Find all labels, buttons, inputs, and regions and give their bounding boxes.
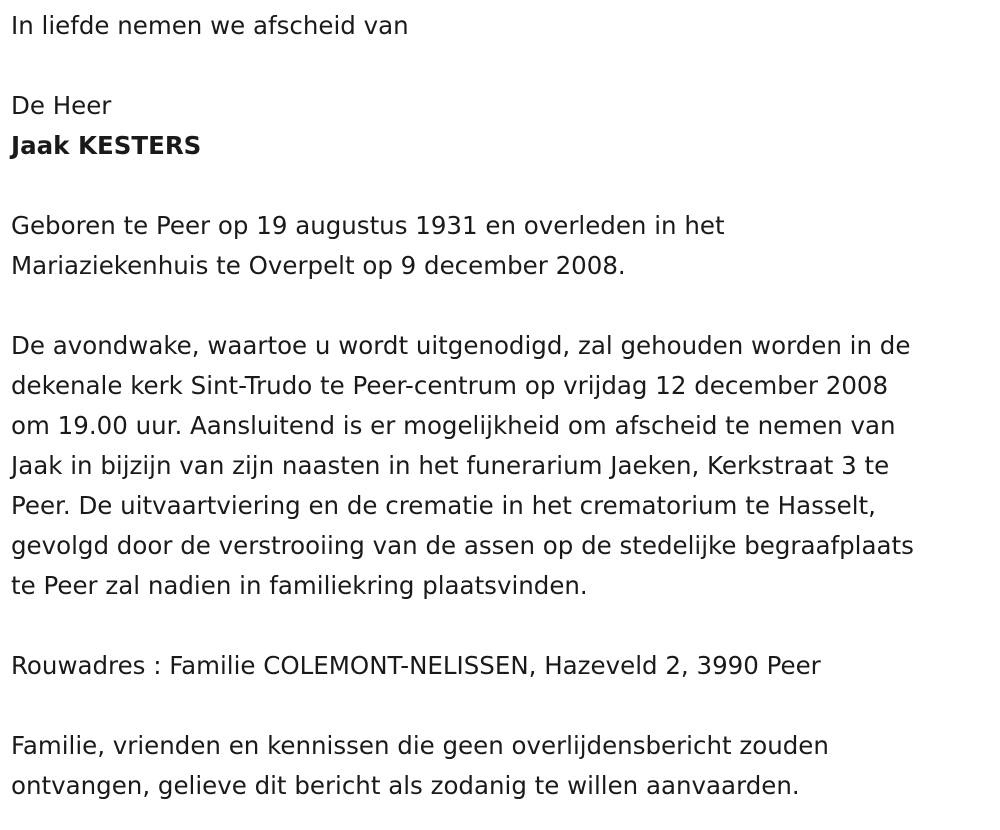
spacer xyxy=(11,166,996,206)
closing-paragraph xyxy=(11,726,996,806)
paragraph-line: Peer. De uitvaartviering en de crematie in het crematorium te Hasselt, xyxy=(11,491,876,520)
paragraph-line: om 19.00 uur. Aansluitend is er mogelijkheid om afscheid te nemen van xyxy=(11,411,896,440)
ceremony-paragraph xyxy=(11,326,996,606)
paragraph-line: ontvangen, gelieve dit bericht als zodanig te willen aanvaarden. xyxy=(11,771,800,800)
paragraph-line: Mariaziekenhuis te Overpelt op 9 december 2008. xyxy=(11,251,626,280)
intro-line: In liefde nemen we afscheid van xyxy=(11,11,409,40)
salutation: De Heer xyxy=(11,91,112,120)
paragraph-line: Familie, vrienden en kennissen die geen overlijdensbericht zouden xyxy=(11,731,829,760)
spacer xyxy=(11,46,996,86)
spacer xyxy=(11,606,996,646)
deceased-name: Jaak KESTERS xyxy=(11,131,202,160)
paragraph-line: te Peer zal nadien in familiekring plaatsvinden. xyxy=(11,571,588,600)
paragraph-line: De avondwake, waartoe u wordt uitgenodigd, zal gehouden worden in de xyxy=(11,331,911,360)
paragraph-line: Geboren te Peer op 19 augustus 1931 en overleden in het xyxy=(11,211,725,240)
death-notice xyxy=(11,6,996,806)
paragraph-line: dekenale kerk Sint-Trudo te Peer-centrum op vrijdag 12 december 2008 xyxy=(11,371,889,400)
birth-death-paragraph xyxy=(11,206,996,286)
spacer xyxy=(11,686,996,726)
paragraph-line: Jaak in bijzijn van zijn naasten in het funerarium Jaeken, Kerkstraat 3 te xyxy=(11,451,890,480)
mourning-address: Rouwadres : Familie COLEMONT-NELISSEN, Hazeveld 2, 3990 Peer xyxy=(11,651,821,680)
spacer xyxy=(11,286,996,326)
paragraph-line: gevolgd door de verstrooiing van de assen op de stedelijke begraafplaats xyxy=(11,531,914,560)
